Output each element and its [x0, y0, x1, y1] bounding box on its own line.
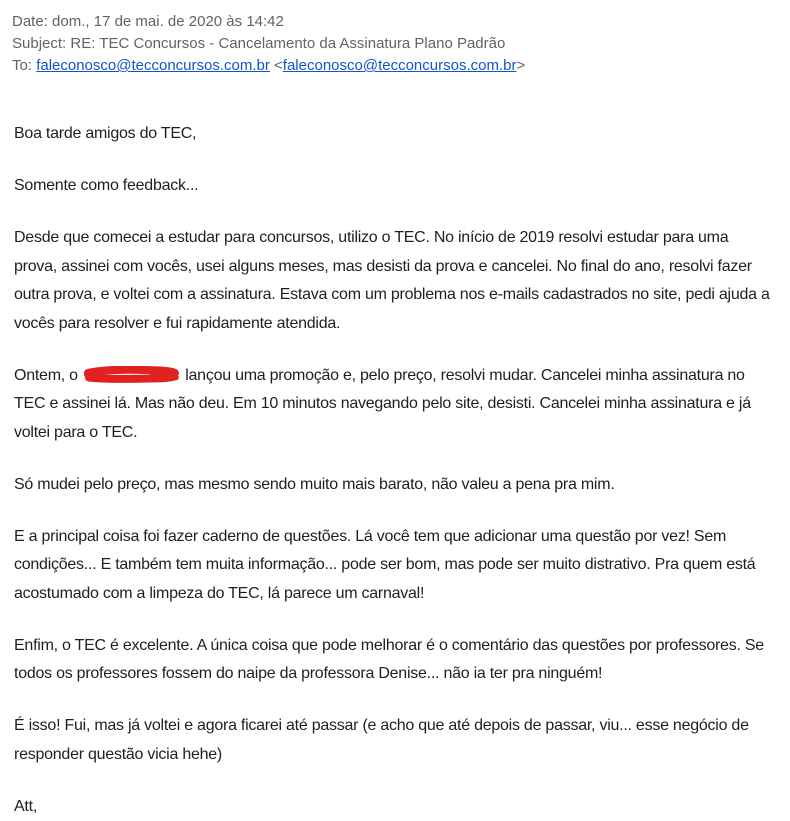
date-value: dom., 17 de mai. de 2020 às 14:42: [52, 13, 284, 30]
bracket-open: <: [274, 57, 283, 74]
to-email-link-secondary[interactable]: faleconosco@tecconcursos.com.br: [282, 57, 517, 74]
switch-text-after: lançou uma promoção e, pelo preço, resolvi mudar. Cancelei minha assinatura no TEC e assinei lá. Mas não deu. Em 10 minutos navegando pelo site, desisti. Cancelei minha assinatura e já voltei para o TEC.: [14, 366, 751, 441]
header-date: [12, 11, 774, 33]
email-body: [0, 120, 790, 821]
history-paragraph: Desde que comecei a estudar para concursos, utilizo o TEC. No início de 2019 resolvi estudar para uma prova, assinei com vocês, usei alguns meses, mas desisti da prova e cancelei. No final do ano, resolvi fazer outra prova, e voltei com a assinatura. Estava com um problema nos e-mails cadastrados no site, pedi ajuda a vocês para resolver e fui rapidamente atendida.: [14, 229, 770, 332]
email-headers: [0, 0, 790, 77]
redaction-scribble-icon: [84, 366, 179, 383]
subject-label: Subject:: [12, 35, 67, 52]
to-email-link[interactable]: faleconosco@tecconcursos.com.br: [36, 57, 270, 74]
closing-paragraph: É isso! Fui, mas já voltei e agora ficarei até passar (e acho que até depois de passar, viu... esse negócio de responder questão vicia hehe): [14, 717, 749, 763]
greeting-line: Boa tarde amigos do TEC,: [14, 125, 197, 142]
switch-text-before: Ontem, o: [14, 366, 78, 384]
price-line: Só mudei pelo preço, mas mesmo sendo muito mais barato, não valeu a pena pra mim.: [14, 475, 615, 493]
switch-paragraph: [14, 362, 774, 448]
signoff-line: Att,: [14, 797, 38, 815]
praise-paragraph: Enfim, o TEC é excelente. A única coisa que pode melhorar é o comentário das questões por professores. Se todos os professores fossem do naipe da professora Denise... não ia ter pra ninguém!: [14, 636, 764, 682]
subject-value: RE: TEC Concursos - Cancelamento da Assinatura Plano Padrão: [70, 35, 506, 52]
feedback-line: Somente como feedback...: [14, 177, 199, 194]
date-label: Date:: [12, 13, 48, 30]
caderno-paragraph: E a principal coisa foi fazer caderno de questões. Lá você tem que adicionar uma questão por vez! Sem condições... E também tem muita informação... pode ser bom, mas pode ser muito distrativo. Pra quem está acostumado com a limpeza do TEC, lá parece um carnaval!: [14, 527, 756, 602]
to-label: To:: [12, 57, 33, 74]
header-to: [12, 55, 774, 77]
bracket-close: >: [516, 57, 526, 74]
header-subject: [12, 33, 774, 55]
